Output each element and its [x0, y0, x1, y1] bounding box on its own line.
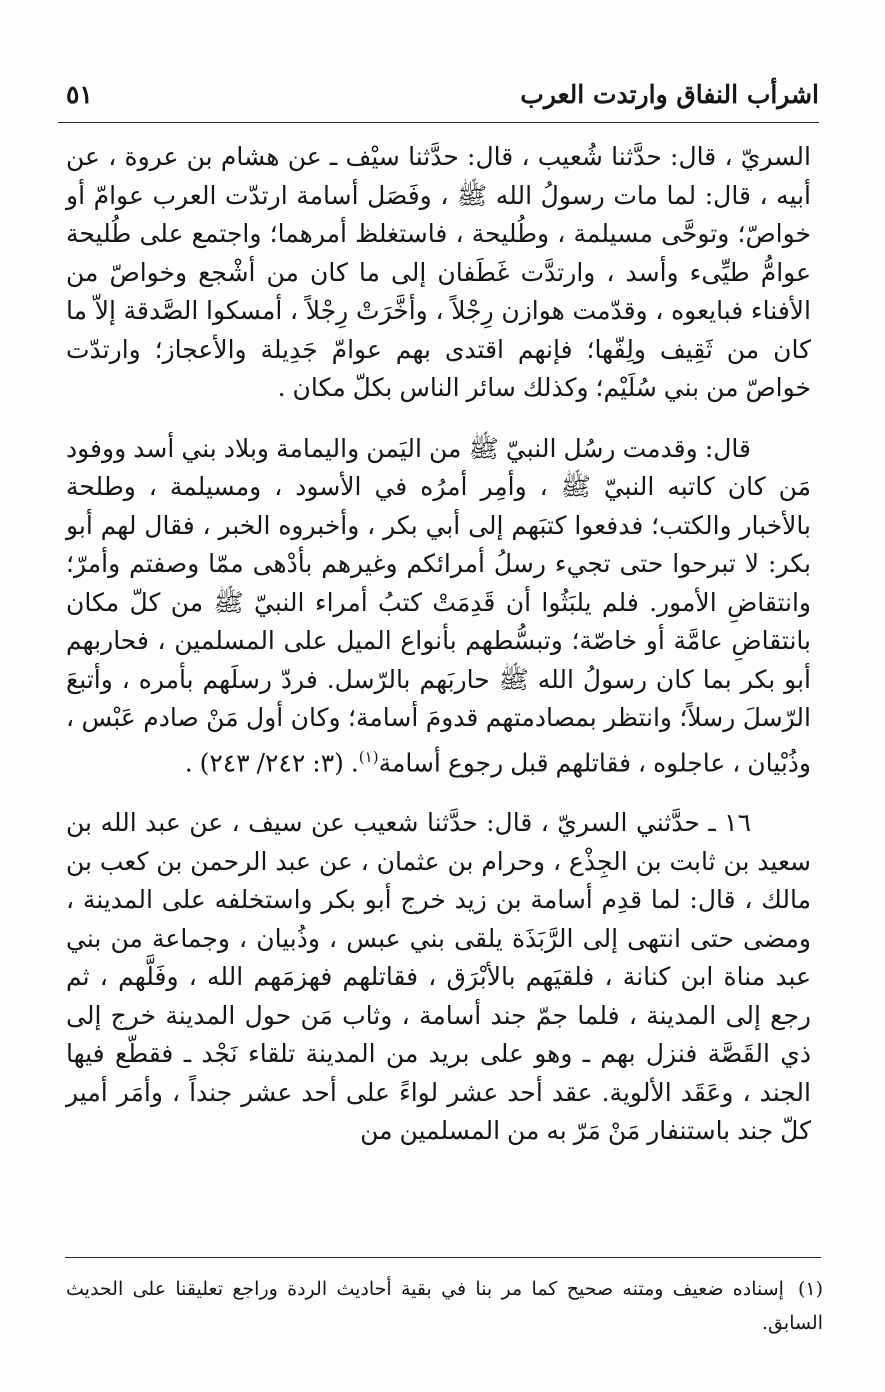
paragraph-2-text: قال: وقدمت رسُل النبيّ ﷺ من اليَمن واليمامة وبلاد بني أسد ووفود مَن كان كاتبه النبيّ ﷺ ، وأمِر أمرُه في الأسود ، ومسيلمة ، وطلحة بالأخبار والكتب؛ فدفعوا كتبَهم إلى أبي بكر ، وأخبروه الخبر ، فقال لهم أبو بكر: لا تبرحوا حتى تجيء رسلُ أمرائكم وغيرهم بأدْهى ممّا وصفتم وأمرّ؛ وانتقاضِ الأمور. فلم يلبَثُوا أن قَدِمَتْ كتبُ أمراء النبيّ ﷺ من كلّ مكان بانتقاضِ عامَّة أو خاصّة؛ وتبسُّطهم بأنواع الميل على المسلمين ، فحاربهم أبو بكر بما كان رسولُ الله ﷺ حاربَهم بالرّسل. فردّ رسلَهم بأمره ، وأتبعَ الرّسلَ رسلاً؛ وانتظر بمصادمتهم قدومَ أسامة؛ وكان أول مَنْ صادم عَبْس ، وذُبْيان ، عاجلوه ، فقاتلهم قبل رجوع أسامة [66, 433, 811, 777]
footnote-divider [65, 1257, 821, 1258]
running-title: اشرأب النفاق وارتدت العرب [520, 80, 819, 109]
footnote [66, 1272, 823, 1340]
page-number: ٥١ [66, 80, 93, 109]
paragraph-2-citation: . (٣: ٢٤٢/ ٢٤٣) . [184, 747, 359, 777]
footnote-reference: (١) [358, 747, 379, 766]
footnote-marker: (١) [797, 1278, 823, 1300]
footnote-text: إسناده ضعيف ومتنه صحيح كما مر بنا في بقية أحاديث الردة وراجع تعليقنا على الحديث السابق. [66, 1278, 823, 1334]
paragraph-3: ١٦ ـ حدَّثني السريّ ، قال: حدَّثنا شعيب عن سيف ، عن عبد الله بن سعيد بن ثابت بن الجِذْع ، وحرام بن عثمان ، عن عبد الرحمن بن كعب بن مالك ، قال: لما قدِم أسامة بن زيد خرج أبو بكر واستخلفه على المدينة ، ومضى حتى انتهى إلى الرَّبَذَة يلقى بني عبس ، وذُبيان ، وجماعة من بني عبد مناة ابن كنانة ، فلقيَهم بالأبْرَق ، فقاتلهم فهزمَهم الله ، وفَلَّهم ، ثم رجع إلى المدينة ، فلما جمّ جند أسامة ، وثاب مَن حول المدينة خرج إلى ذي القَصَّة فنزل بهم ـ وهو على بريد من المدينة تلقاء نَجْد ـ فقطّع فيها الجند ، وعَقَد الألوية. عقد أحد عشر لواءً على أحد عشر جنداً ، وأمَر أمير كلّ جند باستنفار مَنْ مَرّ به من المسلمين من [66, 808, 811, 1146]
paragraph-2 [66, 430, 811, 783]
main-text [66, 138, 811, 1151]
page-header [58, 78, 819, 123]
paragraph-1: السريّ ، قال: حدَّثنا شُعيب ، قال: حدَّثنا سيْف ـ عن هشام بن عروة ، عن أبيه ، قال: لما مات رسولُ الله ﷺ ، وفَصَل أسامة ارتدّت العرب عوامّ أو خواصّ؛ وتوحَّى مسيلمة ، وطُليحة ، فاستغلظ أمرهما؛ واجتمع على طُليحة عوامُّ طيِّىء وأسد ، وارتدَّت غَطَفان إلى ما كان من أشْجع وخواصّ من الأفناء فبايعوه ، وقدّمت هوازن رِجْلاً ، وأخَّرَتْ رِجْلاً ، أمسكوا الصَّدقة إلاّ ما كان من ثَقِيف ولِفّها؛ فإنهم اقتدى بهم عوامّ جَدِيلة والأعجاز؛ وارتدّت خواصّ من بني سُلَيْم؛ وكذلك سائر الناس بكلّ مكان . [66, 142, 811, 402]
